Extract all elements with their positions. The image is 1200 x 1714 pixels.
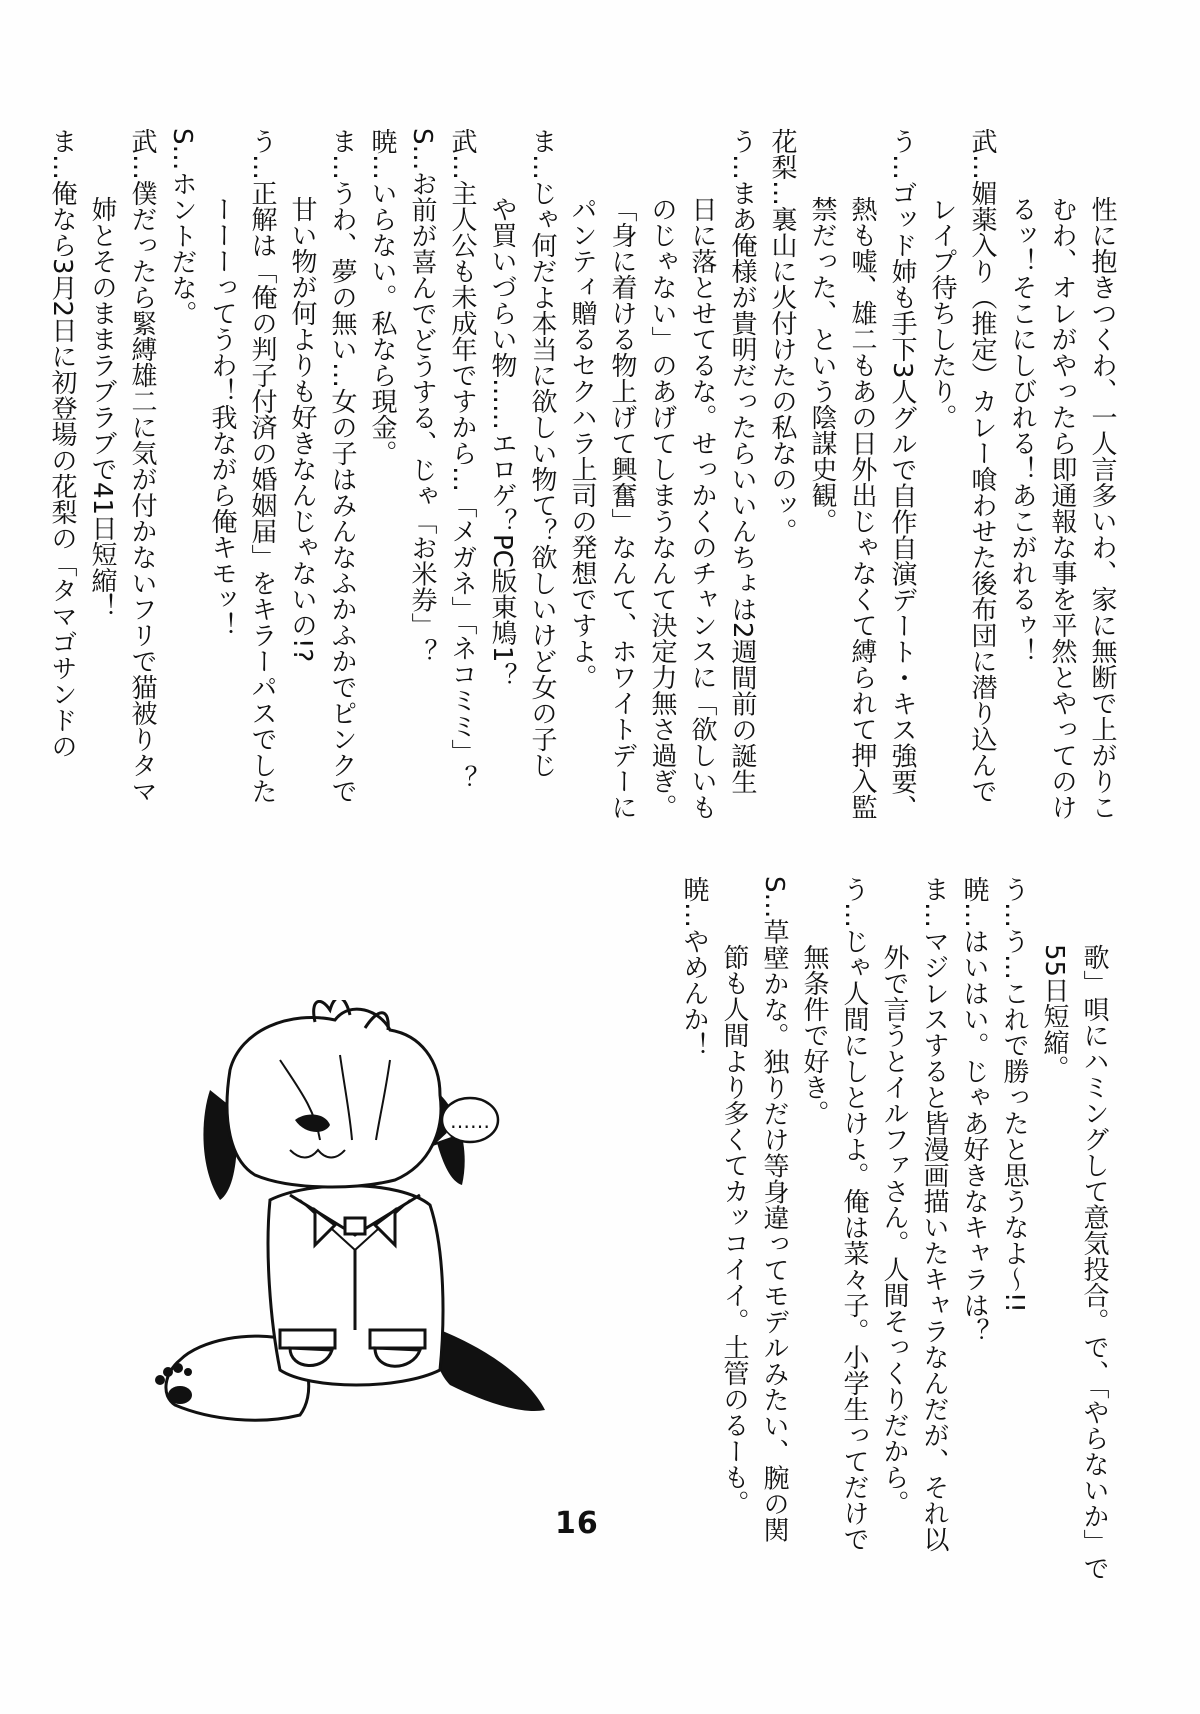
speaker-separator: … xyxy=(887,154,917,180)
speaker-label: 武 xyxy=(447,128,477,154)
dialogue-text: 55日短縮。 xyxy=(1039,944,1069,1082)
speaker-label: う xyxy=(887,128,917,154)
speaker-label: 暁 xyxy=(959,876,989,902)
dialogue-text: ホントだな。 xyxy=(167,170,197,327)
dialogue-line xyxy=(762,128,802,768)
dialogue-line xyxy=(642,128,682,820)
dialogue-line xyxy=(282,128,322,768)
dialogue-text: マジレスすると皆漫画描いたキャラなんだが、それ以 xyxy=(919,928,949,1552)
dialogue-text: 姉とそのままラブラブで41日短縮！ xyxy=(87,196,117,620)
dialogue-line xyxy=(522,128,562,778)
dialogue-line xyxy=(202,128,242,768)
dialogue-line xyxy=(754,876,794,1543)
speaker-label: う xyxy=(247,128,277,154)
dialogue-line xyxy=(122,128,162,804)
speaker-separator: … xyxy=(367,154,397,180)
speaker-label: S xyxy=(167,128,197,145)
speaker-label: ま xyxy=(47,128,77,154)
speaker-separator: … xyxy=(407,144,437,171)
dialogue-text: 甘い物が何よりも好きなんじゃないの!? xyxy=(287,196,317,663)
dialogue-text: 性に抱きつくわ、一人言多いわ、家に無断で上がりこ xyxy=(1087,196,1117,820)
dialogue-text: 歌」唄にハミングして意気投合。で、「やらないか」で xyxy=(1079,944,1109,1581)
dialogue-text: 熱も嘘、雄二もあの日外出じゃなくて縛られて押入監 xyxy=(847,196,877,820)
dialogue-line xyxy=(674,876,714,1516)
dialogue-line xyxy=(802,128,842,768)
speaker-separator: … xyxy=(127,154,157,180)
page-number: 16 xyxy=(555,1506,599,1541)
dialogue-line xyxy=(482,128,522,768)
sheepdog-girl-illustration xyxy=(140,1000,560,1440)
dialogue-line xyxy=(82,128,122,768)
dialogue-line xyxy=(602,128,642,820)
dialogue-line xyxy=(1002,128,1042,768)
dialogue-text: まあ俺様が貴明だったらいいんちょは2週間前の誕生 xyxy=(727,180,757,795)
speaker-label: ま xyxy=(527,128,557,154)
dialogue-line xyxy=(1034,876,1074,1516)
dialogue-text: じゃ何だよ本当に欲しい物て？欲しいけど女の子じ xyxy=(527,180,557,778)
dialogue-line xyxy=(914,876,954,1552)
dialogue-block-top xyxy=(42,128,1122,821)
dialogue-text: のじゃない」のあげてしまうなんて決定力無さ過ぎ。 xyxy=(647,196,677,820)
dialogue-line xyxy=(954,876,994,1516)
dialogue-line xyxy=(362,128,402,768)
dialogue-text: 日に落とせてるな。せっかくのチャンスに「欲しいも xyxy=(687,196,717,820)
dialogue-line xyxy=(322,128,362,804)
speaker-label: う xyxy=(839,876,869,902)
speaker-label: 花梨 xyxy=(767,128,797,180)
speaker-label: 武 xyxy=(127,128,157,154)
dialogue-text: 主人公も未成年ですから…「メガネ」「ネコミミ」？ xyxy=(447,180,477,791)
dialogue-line xyxy=(162,128,202,768)
speaker-separator: … xyxy=(727,154,757,180)
dialogue-block-bottom xyxy=(674,876,1114,1581)
dialogue-text: 草壁かな。独りだけ等身違ってモデルみたい、腕の関 xyxy=(759,918,789,1543)
dialogue-text: う…これで勝ったと思うなよ〜!! xyxy=(999,928,1029,1313)
dialogue-text: 無条件で好き。 xyxy=(799,944,829,1126)
speaker-label: S xyxy=(759,876,789,893)
dialogue-line xyxy=(682,128,722,820)
speaker-separator: … xyxy=(967,154,997,180)
dialogue-text: やめんか！ xyxy=(679,928,709,1058)
dialogue-line xyxy=(994,876,1034,1516)
dialogue-text: 節も人間より多くてカッコイイ。土管のるーも。 xyxy=(719,944,749,1516)
dialogue-text: むわ、オレがやったら即通報な事を平然とやってのけ xyxy=(1047,196,1077,820)
speaker-label: 暁 xyxy=(367,128,397,154)
dialogue-text: レイプ待ちしたり。 xyxy=(927,196,957,430)
dialogue-text: 裏山に火付けたの私なのッ。 xyxy=(767,206,797,544)
dialogue-text: ーーーってうわ！我ながら俺キモッ！ xyxy=(207,196,237,638)
dialogue-line xyxy=(842,128,882,820)
dialogue-text: 禁だった、という陰謀史観。 xyxy=(807,196,837,534)
speaker-separator: … xyxy=(679,902,709,928)
dialogue-text: お前が喜んでどうする、じゃ「お米券」？ xyxy=(407,170,437,665)
dialogue-text: うわ、夢の無い…女の子はみんなふかふかでピンクで xyxy=(327,180,357,804)
dialogue-text: 媚薬入り（推定）カレー喰わせた後布団に潜り込んで xyxy=(967,180,997,804)
dialogue-line xyxy=(922,128,962,768)
dialogue-text: 外で言うとイルファさん。人間そっくりだから。 xyxy=(879,944,909,1516)
dialogue-text: パンティ贈るセクハラ上司の発想ですよ。 xyxy=(567,196,597,690)
dialogue-line xyxy=(1042,128,1082,820)
speaker-label: う xyxy=(999,876,1029,902)
dialogue-line xyxy=(242,128,282,804)
speaker-separator: … xyxy=(447,154,477,180)
dialogue-text: いらない。私なら現金。 xyxy=(367,180,397,466)
speaker-separator: … xyxy=(327,154,357,180)
dialogue-line xyxy=(722,128,762,795)
dialogue-text: 正解は「俺の判子付済の婚姻届」をキラーパスでした xyxy=(247,180,277,804)
dialogue-line xyxy=(442,128,482,791)
speaker-separator: … xyxy=(767,180,797,206)
speaker-separator: … xyxy=(999,902,1029,928)
speaker-label: 武 xyxy=(967,128,997,154)
speech-bubble-text: …… xyxy=(450,1109,490,1133)
dialogue-line xyxy=(1082,128,1122,820)
dialogue-line xyxy=(962,128,1002,804)
dialogue-text: ゴッド姉も手下3人グルで自作自演デート・キス強要、 xyxy=(887,180,917,821)
speaker-separator: … xyxy=(527,154,557,180)
speaker-separator: … xyxy=(839,902,869,928)
speaker-separator: … xyxy=(919,902,949,928)
speaker-separator: … xyxy=(47,154,77,180)
dialogue-line xyxy=(402,128,442,768)
dialogue-line xyxy=(714,876,754,1516)
dialogue-line xyxy=(882,128,922,821)
dialogue-text: や買いづらい物……エロゲ？PC版東鳩1？ xyxy=(487,196,517,689)
speaker-label: 暁 xyxy=(679,876,709,902)
dialogue-line xyxy=(834,876,874,1552)
dialogue-line xyxy=(794,876,834,1516)
dialogue-text: 俺なら3月2日に初登場の花梨の「タマゴサンドの xyxy=(47,180,77,760)
speaker-separator: … xyxy=(759,892,789,919)
speaker-separator: … xyxy=(247,154,277,180)
speaker-label: う xyxy=(727,128,757,154)
speaker-separator: … xyxy=(167,144,197,171)
dialogue-line xyxy=(874,876,914,1516)
dialogue-text: 僕だったら緊縛雄二に気が付かないフリで猫被りタマ xyxy=(127,180,157,804)
speaker-label: ま xyxy=(327,128,357,154)
dialogue-text: はいはい。じゃあ好きなキャラは？ xyxy=(959,928,989,1344)
dialogue-line xyxy=(42,128,82,768)
speaker-label: S xyxy=(407,128,437,145)
dialogue-line xyxy=(562,128,602,768)
speaker-label: ま xyxy=(919,876,949,902)
dialogue-text: 「身に着ける物上げて興奮」なんて、ホワイトデーに xyxy=(607,196,637,820)
dialogue-text: るッ！そこにしびれる！あこがれるゥ！ xyxy=(1007,196,1037,664)
dialogue-line xyxy=(1074,876,1114,1581)
dialogue-text: じゃ人間にしとけよ。俺は菜々子。小学生ってだけで xyxy=(839,928,869,1552)
speaker-separator: … xyxy=(959,902,989,928)
